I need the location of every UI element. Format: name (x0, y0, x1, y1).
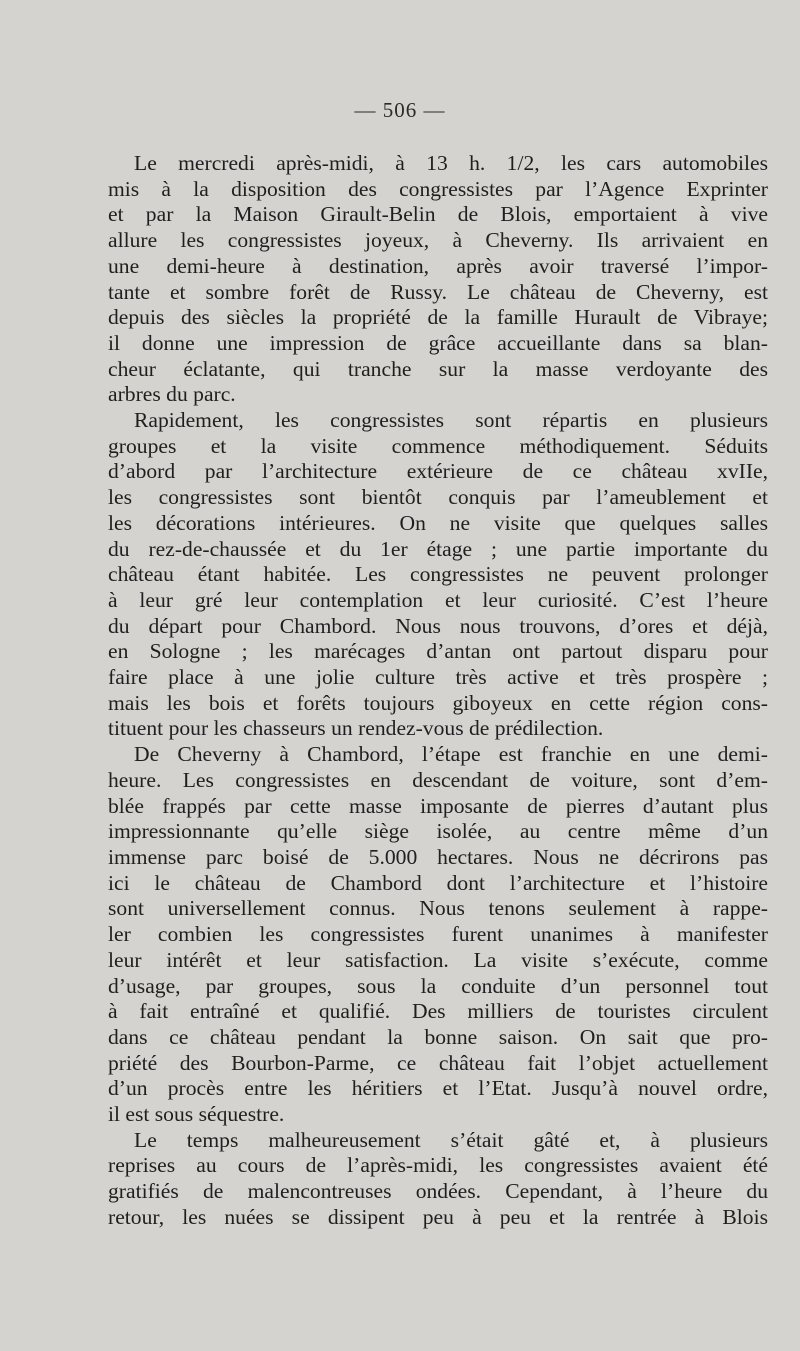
paragraph-1 (108, 151, 768, 408)
text-line: leur intérêt et leur satisfaction. La visite s’exécute, comme (108, 947, 768, 972)
text-line: il donne une impression de grâce accueillante dans sa blan- (108, 330, 768, 355)
paragraph-3 (108, 742, 768, 1128)
text-line: Rapidement, les congressistes sont répartis en plusieurs (134, 408, 768, 433)
text-line: les décorations intérieures. On ne visite que quelques salles (108, 510, 768, 535)
text-line: château étant habitée. Les congressistes ne peuvent prolonger (108, 562, 768, 587)
text-line: faire place à une jolie culture très active et très prospère ; (108, 665, 768, 690)
text-line: retour, les nuées se dissipent peu à peu et la rentrée à Blois (108, 1204, 768, 1229)
text-line: tituent pour les chasseurs un rendez-vous de prédilection. (108, 716, 604, 741)
text-line: mais les bois et forêts toujours giboyeux en cette région cons- (108, 690, 768, 715)
text-line: à leur gré leur contemplation et leur curiosité. C’est l’heure (108, 587, 768, 612)
text-line: cheur éclatante, qui tranche sur la masse verdoyante des (108, 356, 768, 381)
body-text (108, 151, 768, 1231)
text-line: tante et sombre forêt de Russy. Le château de Cheverny, est (108, 279, 768, 304)
text-line: gratifiés de malencontreuses ondées. Cependant, à l’heure du (108, 1179, 768, 1204)
text-line: reprises au cours de l’après-midi, les congressistes avaient été (108, 1153, 768, 1178)
text-line: depuis des siècles la propriété de la famille Hurault de Vibraye; (108, 305, 768, 330)
paragraph-4 (108, 1128, 768, 1231)
text-line: impressionnante qu’elle siège isolée, au centre même d’un (108, 819, 768, 844)
text-line: en Sologne ; les marécages d’antan ont partout disparu pour (108, 639, 768, 664)
text-line: Le mercredi après-midi, à 13 h. 1/2, les cars automobiles (134, 151, 768, 175)
text-line: sont universellement connus. Nous tenons seulement à rappe- (108, 896, 768, 921)
text-line: immense parc boisé de 5.000 hectares. Nous ne décrirons pas (108, 844, 768, 869)
text-line: ler combien les congressistes furent unanimes à manifester (108, 922, 768, 947)
text-line: ici le château de Chambord dont l’architecture et l’histoire (108, 870, 768, 895)
text-line: blée frappés par cette masse imposante de pierres d’autant plus (108, 793, 768, 818)
text-line: d’un procès entre les héritiers et l’Etat. Jusqu’à nouvel ordre, (108, 1076, 768, 1101)
text-line: du rez-de-chaussée et du 1er étage ; une partie importante du (108, 536, 768, 561)
page-number: — 506 — (354, 98, 446, 122)
text-line: groupes et la visite commence méthodiquement. Séduits (108, 433, 768, 458)
text-line: à fait entraîné et qualifié. Des milliers de touristes circulent (108, 999, 768, 1024)
text-line: heure. Les congressistes en descendant de voiture, sont d’em- (108, 767, 768, 792)
text-line: Le temps malheureusement s’était gâté et, à plusieurs (134, 1127, 768, 1152)
text-line: il est sous séquestre. (108, 1102, 285, 1127)
text-line: du départ pour Chambord. Nous nous trouvons, d’ores et déjà, (108, 613, 768, 638)
paragraph-2 (108, 408, 768, 742)
text-line: d’abord par l’architecture extérieure de ce château xvIIe, (108, 459, 768, 484)
text-line: priété des Bourbon-Parme, ce château fait l’objet actuellement (108, 1050, 768, 1075)
text-line: allure les congressistes joyeux, à Cheverny. Ils arrivaient en (108, 228, 768, 253)
text-line: et par la Maison Girault-Belin de Blois, emportaient à vive (108, 202, 768, 227)
text-line: mis à la disposition des congressistes par l’Agence Exprinter (108, 176, 768, 201)
text-line: dans ce château pendant la bonne saison. On sait que pro- (108, 1024, 768, 1049)
text-line: d’usage, par groupes, sous la conduite d’un personnel tout (108, 973, 768, 998)
text-line: une demi-heure à destination, après avoir traversé l’impor- (108, 253, 768, 278)
text-line: les congressistes sont bientôt conquis par l’ameublement et (108, 485, 768, 510)
text-line: arbres du parc. (108, 382, 236, 407)
text-line: De Cheverny à Chambord, l’étape est franchie en une demi- (134, 742, 768, 767)
